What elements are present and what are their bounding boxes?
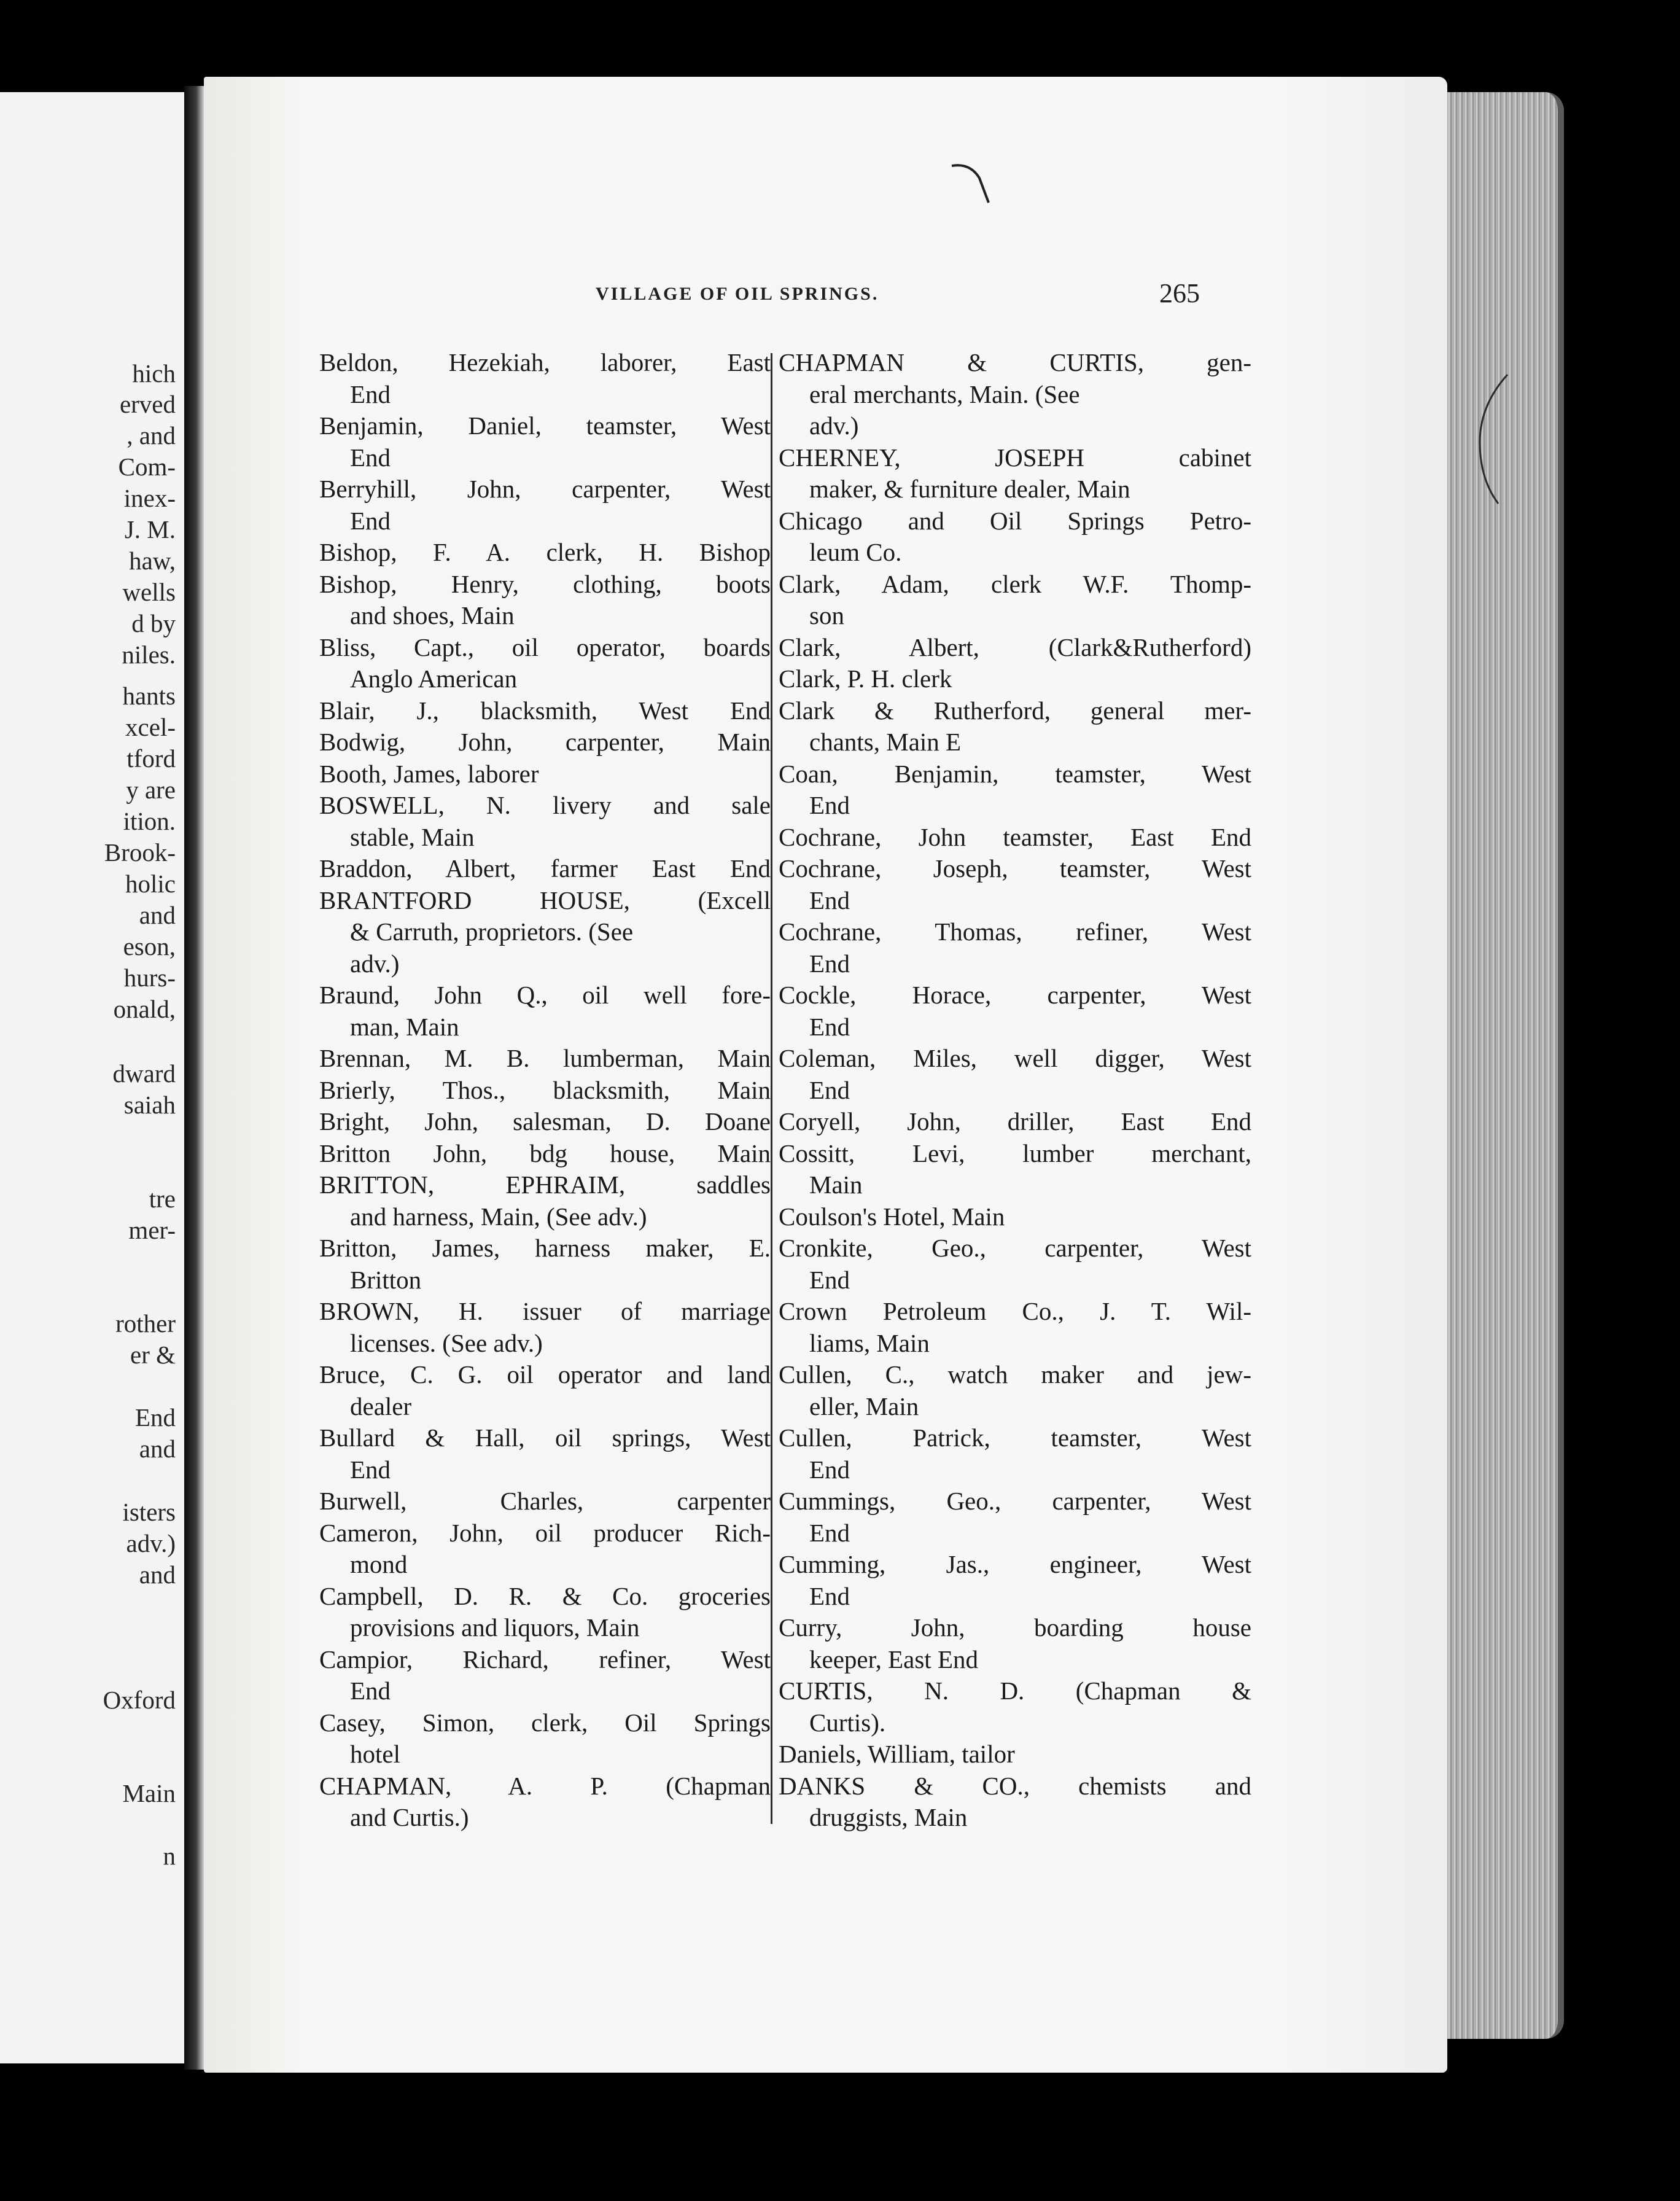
entry-continuation-line: End <box>809 1455 850 1484</box>
directory-entry <box>779 1549 1251 1612</box>
directory-entry <box>319 1486 771 1517</box>
entry-name-line: Coan, Benjamin, teamster, West <box>779 759 1251 788</box>
entry-name-line: Bishop, Henry, clothing, boots <box>319 569 771 598</box>
entry-name-line: Braddon, Albert, farmer East End <box>319 854 771 882</box>
entry-continuation-line: chants, Main E <box>809 728 962 756</box>
entry-name-line: DANKS & CO., chemists and <box>779 1771 1251 1800</box>
directory-entry <box>779 1296 1251 1359</box>
entry-name-line: Campbell, D. R. & Co. groceries <box>319 1581 771 1610</box>
previous-page-line: Com- <box>118 453 176 481</box>
entry-name-line: CURTIS, N. D. (Chapman & <box>779 1677 1251 1705</box>
previous-page-line: isters <box>122 1498 176 1526</box>
entry-continuation-line: End <box>809 1518 850 1547</box>
entry-continuation-line: and Curtis.) <box>350 1803 469 1831</box>
directory-entry <box>319 1644 771 1707</box>
previous-page-line: tford <box>126 744 176 773</box>
entry-continuation-line: licenses. (See adv.) <box>350 1328 543 1357</box>
previous-page-line: hants <box>122 682 176 710</box>
entry-name-line: Coulson's Hotel, Main <box>779 1202 1005 1231</box>
entry-name-line: Clark, Adam, clerk W.F. Thomp- <box>779 569 1251 598</box>
entry-continuation-line: hotel <box>350 1740 400 1768</box>
previous-page <box>0 92 188 2063</box>
entry-name-line: Clark & Rutherford, general mer- <box>779 696 1251 725</box>
directory-entry <box>319 1043 771 1075</box>
entry-continuation-line: Main <box>809 1171 863 1199</box>
entry-name-line: Cumming, Jas., engineer, West <box>779 1550 1251 1578</box>
previous-page-line: erved <box>119 390 176 418</box>
directory-entry <box>779 442 1251 505</box>
entry-continuation-line: son <box>809 601 844 629</box>
entry-name-line: BRANTFORD HOUSE, (Excell <box>319 886 771 914</box>
entry-name-line: BRITTON, EPHRAIM, saddles <box>319 1171 771 1199</box>
previous-page-line: haw, <box>129 547 176 575</box>
entry-name-line: CHERNEY, JOSEPH cabinet <box>779 443 1251 472</box>
entry-name-line: Braund, John Q., oil well fore- <box>319 981 771 1009</box>
directory-entry <box>319 347 771 410</box>
previous-page-line: Brook- <box>104 838 176 867</box>
directory-entry <box>319 1771 771 1834</box>
directory-entry <box>319 758 771 790</box>
directory-entry <box>779 1422 1251 1486</box>
directory-entry <box>779 980 1251 1043</box>
previous-page-line: er & <box>130 1341 176 1369</box>
entry-name-line: CHAPMAN, A. P. (Chapman <box>319 1771 771 1800</box>
entry-name-line: Campior, Richard, refiner, West <box>319 1645 771 1673</box>
entry-continuation-line: and shoes, Main <box>350 601 515 629</box>
previous-page-line: and <box>139 901 176 929</box>
directory-entry <box>319 790 771 853</box>
previous-page-line: J. M. <box>124 515 176 543</box>
entry-continuation-line: End <box>809 1581 850 1610</box>
entry-name-line: Coryell, John, driller, East End <box>779 1107 1251 1136</box>
book-gutter <box>184 86 204 2070</box>
entry-continuation-line: keeper, East End <box>809 1645 978 1673</box>
previous-page-line: xcel- <box>125 713 176 741</box>
entry-continuation-line: End <box>809 886 850 914</box>
directory-entry <box>779 695 1251 758</box>
entry-continuation-line: End <box>809 949 850 978</box>
directory-column-left <box>319 347 771 1834</box>
entry-name-line: Daniels, William, tailor <box>779 1740 1015 1768</box>
entry-name-line: CHAPMAN & CURTIS, gen- <box>779 348 1251 376</box>
directory-entry <box>319 1106 771 1138</box>
directory-entry <box>319 1138 771 1170</box>
entry-name-line: Beldon, Hezekiah, laborer, East <box>319 348 771 376</box>
previous-page-line: niles. <box>122 641 176 669</box>
previous-page-line: dward <box>112 1059 176 1088</box>
entry-name-line: Cochrane, Joseph, teamster, West <box>779 854 1251 882</box>
previous-page-line: adv.) <box>126 1529 176 1557</box>
entry-name-line: Booth, James, laborer <box>319 759 539 788</box>
directory-entry <box>779 1043 1251 1106</box>
entry-name-line: Clark, P. H. clerk <box>779 664 952 693</box>
directory-entry <box>319 853 771 885</box>
previous-page-line: Oxford <box>103 1686 176 1714</box>
directory-entry <box>319 1169 771 1233</box>
directory-entry <box>319 632 771 695</box>
directory-entry <box>779 822 1251 854</box>
entry-name-line: Bullard & Hall, oil springs, West <box>319 1424 771 1452</box>
entry-name-line: Cronkite, Geo., carpenter, West <box>779 1234 1251 1262</box>
directory-entry <box>779 505 1251 569</box>
directory-entry <box>779 1771 1251 1834</box>
entry-name-line: Cullen, C., watch maker and jew- <box>779 1360 1251 1389</box>
entry-continuation-line: mond <box>350 1550 408 1578</box>
entry-name-line: Chicago and Oil Springs Petro- <box>779 506 1251 535</box>
directory-entry <box>779 1106 1251 1138</box>
directory-entry <box>779 916 1251 980</box>
entry-continuation-line: adv.) <box>809 411 859 440</box>
entry-name-line: Cockle, Horace, carpenter, West <box>779 981 1251 1009</box>
entry-continuation-line: druggists, Main <box>809 1803 968 1831</box>
previous-page-line: mer- <box>128 1216 176 1244</box>
previous-page-line: tre <box>149 1185 176 1213</box>
directory-entry <box>779 569 1251 632</box>
entry-continuation-line: End <box>350 380 391 408</box>
right-margin-bracket <box>1474 368 1511 510</box>
directory-entry <box>319 1233 771 1296</box>
entry-continuation-line: End <box>809 1075 850 1104</box>
directory-entry <box>779 1359 1251 1422</box>
directory-entry <box>319 885 771 980</box>
previous-page-line: , and <box>126 421 176 450</box>
directory-entry <box>779 758 1251 822</box>
entry-continuation-line: dealer <box>350 1392 412 1420</box>
directory-entry <box>779 1612 1251 1675</box>
entry-name-line: Blair, J., blacksmith, West End <box>319 696 771 725</box>
entry-continuation-line: End <box>350 443 391 472</box>
previous-page-line: and <box>139 1560 176 1589</box>
entry-continuation-line: End <box>350 506 391 535</box>
directory-entry <box>779 1739 1251 1771</box>
previous-page-line: and <box>139 1435 176 1463</box>
column-divider <box>771 353 772 1824</box>
entry-name-line: Bodwig, John, carpenter, Main <box>319 728 771 756</box>
entry-name-line: Brennan, M. B. lumberman, Main <box>319 1044 771 1072</box>
entry-name-line: Brierly, Thos., blacksmith, Main <box>319 1075 771 1104</box>
entry-continuation-line: stable, Main <box>350 822 475 851</box>
directory-entry <box>779 1201 1251 1233</box>
previous-page-line: saiah <box>123 1091 176 1119</box>
directory-entry <box>319 980 771 1043</box>
previous-page-line: eson, <box>123 932 176 960</box>
directory-entry <box>779 1486 1251 1549</box>
stray-pen-mark <box>946 160 1001 209</box>
entry-name-line: Cameron, John, oil producer Rich- <box>319 1518 771 1547</box>
entry-name-line: BROWN, H. issuer of marriage <box>319 1297 771 1325</box>
directory-entry <box>779 632 1251 664</box>
directory-entry <box>319 1517 771 1581</box>
entry-name-line: Casey, Simon, clerk, Oil Springs <box>319 1708 771 1737</box>
entry-name-line: Bright, John, salesman, D. Doane <box>319 1107 771 1136</box>
entry-continuation-line: liams, Main <box>809 1328 930 1357</box>
directory-entry <box>319 727 771 758</box>
directory-entry <box>319 1296 771 1359</box>
entry-name-line: Britton, James, harness maker, E. <box>319 1234 771 1262</box>
entry-continuation-line: Curtis). <box>809 1708 886 1737</box>
directory-entry <box>319 537 771 569</box>
entry-name-line: Cossitt, Levi, lumber merchant, <box>779 1139 1251 1167</box>
entry-name-line: Cummings, Geo., carpenter, West <box>779 1487 1251 1515</box>
entry-name-line: Burwell, Charles, carpenter <box>319 1487 771 1515</box>
entry-continuation-line: leum Co. <box>809 538 902 566</box>
entry-continuation-line: End <box>809 791 850 819</box>
entry-name-line: Clark, Albert, (Clark&Rutherford) <box>779 633 1251 661</box>
entry-continuation-line: provisions and liquors, Main <box>350 1613 640 1642</box>
directory-entry <box>319 1359 771 1422</box>
running-head: VILLAGE OF OIL SPRINGS. <box>596 284 879 304</box>
entry-continuation-line: adv.) <box>350 949 400 978</box>
entry-continuation-line: eral merchants, Main. (See <box>809 380 1080 408</box>
entry-continuation-line: Britton <box>350 1265 422 1294</box>
directory-entry <box>319 473 771 537</box>
directory-entry <box>319 569 771 632</box>
directory-entry <box>319 1422 771 1486</box>
entry-continuation-line: End <box>809 1012 850 1041</box>
entry-continuation-line: maker, & furniture dealer, Main <box>809 475 1130 503</box>
directory-entry <box>779 663 1251 695</box>
directory-column-right <box>779 347 1251 1834</box>
entry-continuation-line: End <box>809 1265 850 1294</box>
entry-name-line: Benjamin, Daniel, teamster, West <box>319 411 771 440</box>
entry-name-line: Cochrane, Thomas, refiner, West <box>779 917 1251 946</box>
directory-entry <box>779 1675 1251 1739</box>
directory-entry <box>319 1075 771 1107</box>
entry-name-line: Curry, John, boarding house <box>779 1613 1251 1642</box>
previous-page-line: hich <box>132 359 176 388</box>
previous-page-line: hurs- <box>123 964 176 992</box>
entry-continuation-line: and harness, Main, (See adv.) <box>350 1202 647 1231</box>
entry-continuation-line: End <box>350 1455 391 1484</box>
directory-entry <box>779 1138 1251 1201</box>
entry-continuation-line: man, Main <box>350 1012 459 1041</box>
entry-name-line: BOSWELL, N. livery and sale <box>319 791 771 819</box>
previous-page-line: n <box>163 1842 176 1870</box>
entry-continuation-line: End <box>350 1677 391 1705</box>
directory-entry <box>319 1707 771 1771</box>
directory-entry <box>779 1233 1251 1296</box>
entry-name-line: Bruce, C. G. oil operator and land <box>319 1360 771 1389</box>
entry-name-line: Cullen, Patrick, teamster, West <box>779 1424 1251 1452</box>
directory-entry <box>779 853 1251 916</box>
entry-name-line: Cochrane, John teamster, East End <box>779 822 1251 851</box>
entry-continuation-line: eller, Main <box>809 1392 919 1420</box>
entry-continuation-line: Anglo American <box>350 664 518 693</box>
entry-name-line: Crown Petroleum Co., J. T. Wil- <box>779 1297 1251 1325</box>
previous-page-line: rother <box>115 1309 176 1338</box>
previous-page-line: y are <box>126 776 176 804</box>
previous-page-line: wells <box>122 578 176 606</box>
previous-page-line: inex- <box>123 484 176 512</box>
entry-continuation-line: & Carruth, proprietors. (See <box>350 917 634 946</box>
previous-page-line: Main <box>122 1779 176 1807</box>
previous-page-line: End <box>134 1403 176 1432</box>
entry-name-line: Bliss, Capt., oil operator, boards <box>319 633 771 661</box>
directory-entry <box>319 410 771 473</box>
page-number: 265 <box>1159 278 1200 308</box>
previous-page-line: holic <box>125 870 176 898</box>
directory-entry <box>319 1581 771 1644</box>
entry-name-line: Coleman, Miles, well digger, West <box>779 1044 1251 1072</box>
previous-page-line: d by <box>131 609 176 637</box>
previous-page-line: ition. <box>123 807 176 835</box>
previous-page-line: onald, <box>113 995 176 1023</box>
directory-entry <box>779 347 1251 442</box>
entry-name-line: Britton John, bdg house, Main <box>319 1139 771 1167</box>
entry-name-line: Berryhill, John, carpenter, West <box>319 475 771 503</box>
directory-entry <box>319 695 771 727</box>
entry-name-line: Bishop, F. A. clerk, H. Bishop <box>319 538 771 566</box>
